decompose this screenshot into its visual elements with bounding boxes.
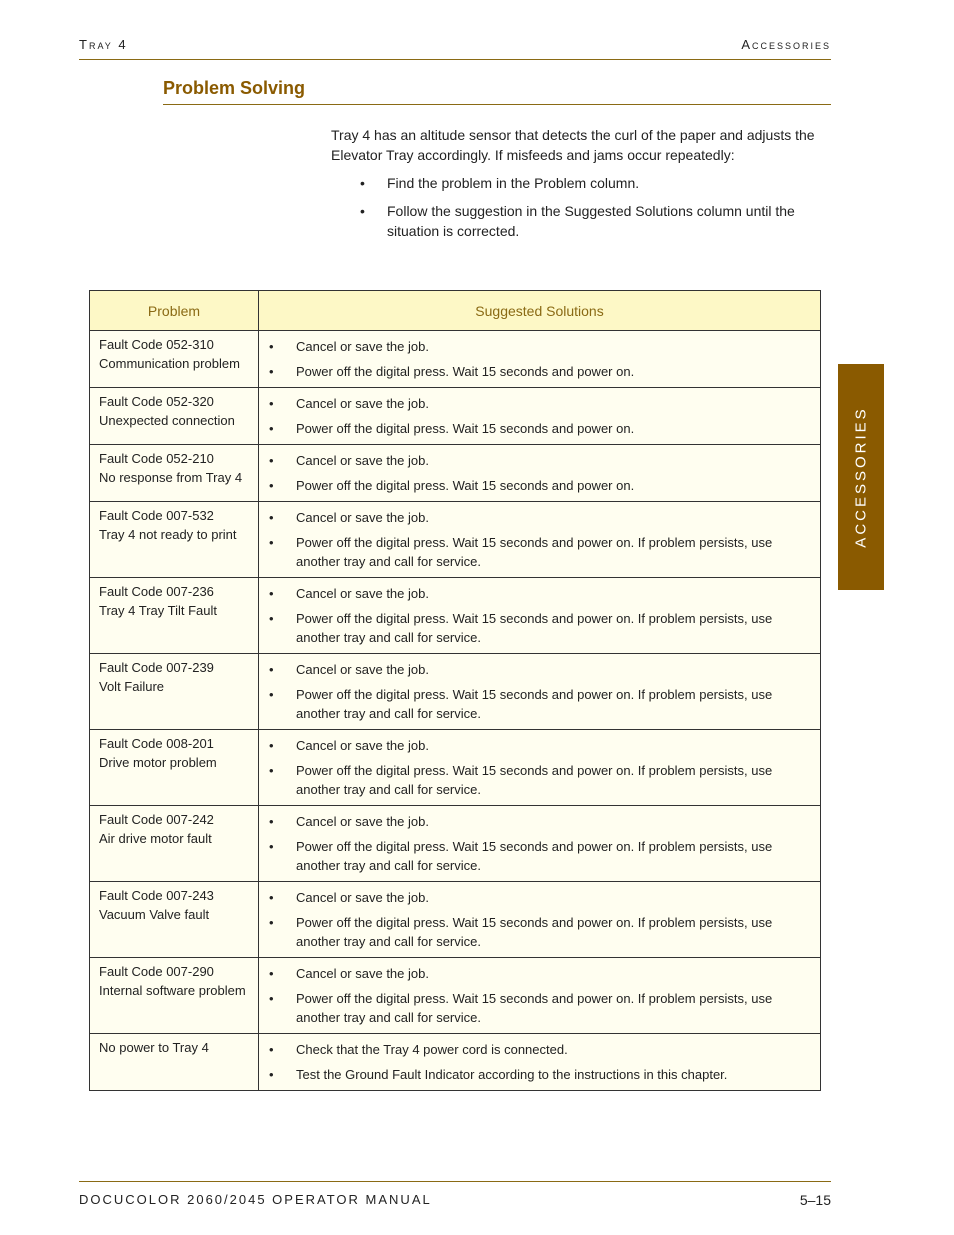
- bullet-glyph: •: [269, 1067, 274, 1082]
- solutions-cell: [259, 388, 821, 445]
- table-row: [90, 445, 821, 502]
- solution-item: [269, 989, 812, 1027]
- solution-text: Power off the digital press. Wait 15 seconds and power on. If problem persists, use another tray and call for service.: [296, 687, 773, 721]
- table-body: [90, 331, 821, 1091]
- intro-text: [331, 125, 831, 241]
- section-title: Problem Solving: [163, 78, 831, 105]
- table-row: [90, 654, 821, 730]
- solutions-cell: [259, 806, 821, 882]
- bullet-glyph: •: [269, 339, 274, 354]
- solution-item: [269, 508, 812, 527]
- solution-text: Cancel or save the job.: [296, 396, 429, 411]
- bullet-glyph: •: [269, 915, 274, 930]
- solution-item: [269, 837, 812, 875]
- problem-description: Volt Failure: [99, 679, 165, 694]
- solution-item: [269, 451, 812, 470]
- solution-text: Cancel or save the job.: [296, 586, 429, 601]
- bullet-glyph: •: [269, 586, 274, 601]
- solution-text: Cancel or save the job.: [296, 966, 429, 981]
- table-row: [90, 730, 821, 806]
- problem-cell: [90, 1034, 259, 1091]
- solution-text: Test the Ground Fault Indicator according to the instructions in this chapter.: [296, 1067, 728, 1082]
- problem-code: Fault Code 007-243: [99, 888, 214, 903]
- running-header: [79, 37, 831, 60]
- intro-bullet-text: Find the problem in the Problem column.: [387, 175, 640, 191]
- solution-text: Power off the digital press. Wait 15 seconds and power on. If problem persists, use another tray and call for service.: [296, 535, 773, 569]
- solutions-cell: [259, 331, 821, 388]
- solution-text: Power off the digital press. Wait 15 seconds and power on.: [296, 478, 635, 493]
- table-row: [90, 882, 821, 958]
- intro-bullet: [331, 201, 831, 241]
- bullet-glyph: •: [269, 421, 274, 436]
- solution-text: Power off the digital press. Wait 15 seconds and power on. If problem persists, use another tray and call for service.: [296, 991, 773, 1025]
- problem-code: Fault Code 007-236: [99, 584, 214, 599]
- problem-column-header: Problem: [90, 291, 259, 331]
- solution-item: [269, 584, 812, 603]
- solutions-cell: [259, 882, 821, 958]
- problem-cell: [90, 331, 259, 388]
- solution-item: [269, 761, 812, 799]
- bullet-glyph: •: [269, 763, 274, 778]
- table-row: [90, 502, 821, 578]
- chapter-side-tab: [838, 364, 884, 590]
- solutions-column-header: Suggested Solutions: [259, 291, 821, 331]
- problem-code: Fault Code 008-201: [99, 736, 214, 751]
- footer-page-number: 5–15: [799, 1192, 831, 1208]
- bullet-glyph: •: [269, 814, 274, 829]
- intro-bullet: [331, 173, 831, 193]
- problem-description: Internal software problem: [99, 983, 246, 998]
- problem-cell: [90, 654, 259, 730]
- side-tab-label: ACCESSORIES: [852, 406, 870, 548]
- solution-text: Check that the Tray 4 power cord is connected.: [296, 1042, 568, 1057]
- solution-item: [269, 533, 812, 571]
- solution-item: [269, 1065, 812, 1084]
- bullet-glyph: •: [269, 738, 274, 753]
- solutions-cell: [259, 958, 821, 1034]
- problem-description: No response from Tray 4: [99, 470, 243, 485]
- intro-bullet-text: Follow the suggestion in the Suggested Solutions column until the situation is corrected.: [387, 203, 795, 239]
- bullet-glyph: •: [269, 1042, 274, 1057]
- solution-text: Cancel or save the job.: [296, 339, 429, 354]
- solution-text: Cancel or save the job.: [296, 738, 429, 753]
- problem-code: Fault Code 007-239: [99, 660, 214, 675]
- table-header-row: [90, 291, 821, 331]
- bullet-glyph: •: [269, 510, 274, 525]
- solution-text: Cancel or save the job.: [296, 890, 429, 905]
- bullet-glyph: •: [269, 839, 274, 854]
- intro-paragraph: Tray 4 has an altitude sensor that detects the curl of the paper and adjusts the Elevator Tray accordingly. If misfeeds and jams occur repeatedly:: [331, 127, 815, 163]
- problem-code: Fault Code 052-310: [99, 337, 214, 352]
- solution-item: [269, 337, 812, 356]
- table-row: [90, 1034, 821, 1091]
- problem-description: Tray 4 not ready to print: [99, 527, 237, 542]
- solution-text: Power off the digital press. Wait 15 seconds and power on. If problem persists, use another tray and call for service.: [296, 763, 773, 797]
- problem-cell: [90, 502, 259, 578]
- problem-description: Air drive motor fault: [99, 831, 212, 846]
- solution-item: [269, 964, 812, 983]
- bullet-glyph: •: [269, 535, 274, 550]
- problem-code: Fault Code 052-320: [99, 394, 214, 409]
- solution-text: Cancel or save the job.: [296, 814, 429, 829]
- header-chapter: Tray 4: [79, 37, 128, 52]
- problem-cell: [90, 730, 259, 806]
- table-row: [90, 331, 821, 388]
- solution-item: [269, 394, 812, 413]
- bullet-glyph: •: [360, 203, 365, 219]
- footer-manual-title: DOCUCOLOR 2060/2045 OPERATOR MANUAL: [79, 1192, 432, 1207]
- solution-text: Cancel or save the job.: [296, 662, 429, 677]
- solution-item: [269, 419, 812, 438]
- problem-code: Fault Code 052-210: [99, 451, 214, 466]
- bullet-glyph: •: [269, 991, 274, 1006]
- solutions-cell: [259, 578, 821, 654]
- problem-description: Unexpected connection: [99, 413, 235, 428]
- bullet-glyph: •: [269, 611, 274, 626]
- problem-code: Fault Code 007-532: [99, 508, 214, 523]
- solutions-cell: [259, 1034, 821, 1091]
- solutions-cell: [259, 502, 821, 578]
- bullet-glyph: •: [269, 966, 274, 981]
- bullet-glyph: •: [269, 396, 274, 411]
- header-section: Accessories: [741, 37, 831, 52]
- bullet-glyph: •: [269, 364, 274, 379]
- problem-code: No power to Tray 4: [99, 1040, 209, 1055]
- bullet-glyph: •: [269, 890, 274, 905]
- solution-item: [269, 609, 812, 647]
- table-row: [90, 958, 821, 1034]
- problem-cell: [90, 388, 259, 445]
- solution-item: [269, 685, 812, 723]
- problem-cell: [90, 882, 259, 958]
- solution-item: [269, 362, 812, 381]
- table-row: [90, 578, 821, 654]
- solution-item: [269, 812, 812, 831]
- problem-description: Tray 4 Tray Tilt Fault: [99, 603, 217, 618]
- running-footer: [79, 1181, 831, 1208]
- problem-description: Communication problem: [99, 356, 240, 371]
- problem-cell: [90, 806, 259, 882]
- solutions-cell: [259, 730, 821, 806]
- table-row: [90, 806, 821, 882]
- solutions-cell: [259, 445, 821, 502]
- problem-cell: [90, 578, 259, 654]
- solution-item: [269, 736, 812, 755]
- solution-text: Cancel or save the job.: [296, 510, 429, 525]
- bullet-glyph: •: [360, 175, 365, 191]
- table-row: [90, 388, 821, 445]
- problem-code: Fault Code 007-242: [99, 812, 214, 827]
- solution-item: [269, 476, 812, 495]
- solution-item: [269, 1040, 812, 1059]
- bullet-glyph: •: [269, 687, 274, 702]
- solution-item: [269, 888, 812, 907]
- solution-text: Power off the digital press. Wait 15 seconds and power on. If problem persists, use another tray and call for service.: [296, 915, 773, 949]
- solution-text: Power off the digital press. Wait 15 seconds and power on. If problem persists, use another tray and call for service.: [296, 611, 773, 645]
- solution-item: [269, 660, 812, 679]
- bullet-glyph: •: [269, 478, 274, 493]
- problem-description: Drive motor problem: [99, 755, 217, 770]
- problem-description: Vacuum Valve fault: [99, 907, 210, 922]
- solution-item: [269, 913, 812, 951]
- solution-text: Cancel or save the job.: [296, 453, 429, 468]
- problem-code: Fault Code 007-290: [99, 964, 214, 979]
- solutions-cell: [259, 654, 821, 730]
- solution-text: Power off the digital press. Wait 15 seconds and power on.: [296, 421, 635, 436]
- problem-cell: [90, 958, 259, 1034]
- intro-bullet-list: [331, 173, 831, 241]
- bullet-glyph: •: [269, 453, 274, 468]
- solution-text: Power off the digital press. Wait 15 seconds and power on. If problem persists, use another tray and call for service.: [296, 839, 773, 873]
- bullet-glyph: •: [269, 662, 274, 677]
- solution-text: Power off the digital press. Wait 15 seconds and power on.: [296, 364, 635, 379]
- problem-cell: [90, 445, 259, 502]
- problem-solving-table: [89, 290, 821, 1091]
